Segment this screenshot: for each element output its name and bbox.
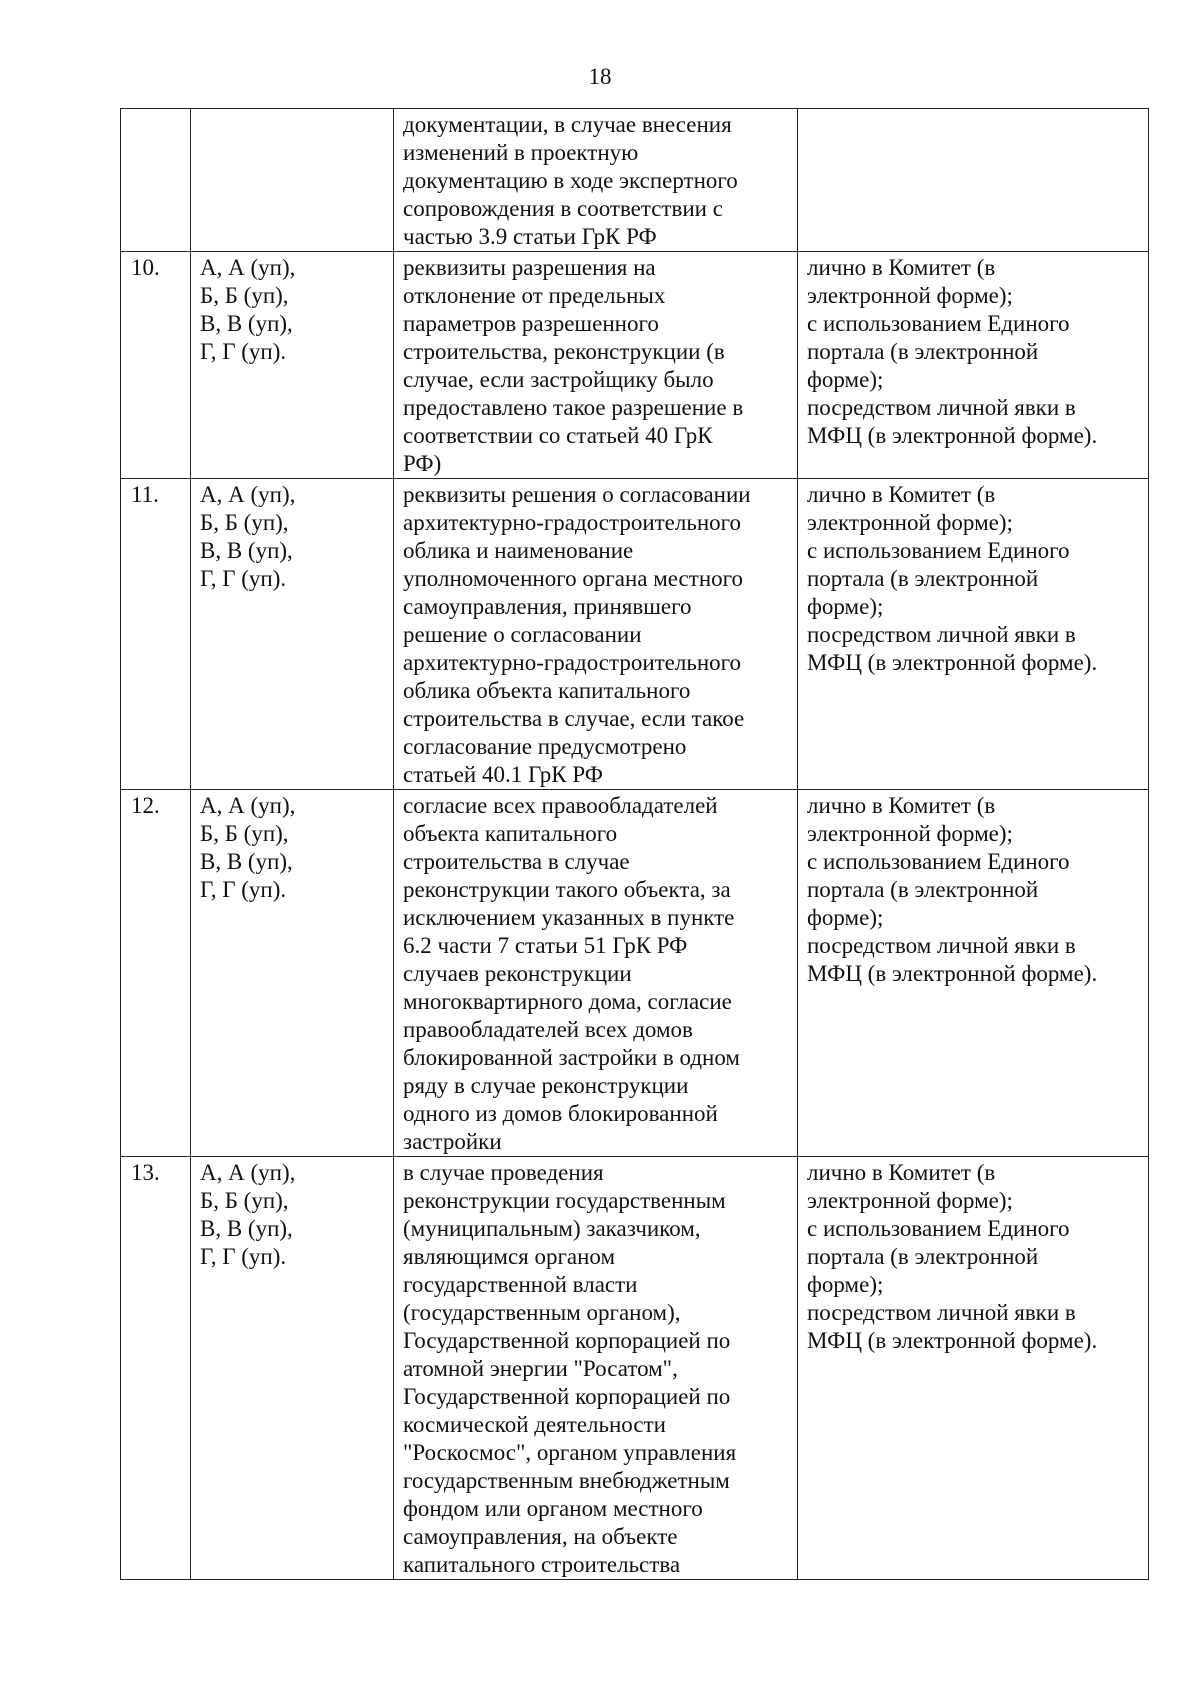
document-description-cell-line: строительства, реконструкции (в [403,339,725,364]
applicant-codes-cell-line: Г, Г (уп). [200,1244,287,1269]
submission-methods-cell-line: с использованием Единого [807,538,1070,563]
submission-methods-cell [798,1157,1149,1580]
submission-methods-cell-line: с использованием Единого [807,311,1070,336]
page-number: 18 [588,64,612,89]
document-description-cell-line: являющимся органом [403,1244,616,1269]
submission-methods-cell-line: форме); [807,905,884,930]
applicant-codes-cell [191,790,394,1157]
table-row [121,109,1149,252]
document-description-cell [394,479,798,790]
submission-methods-cell-line: портала (в электронной [807,566,1039,591]
row-number: 12. [121,790,191,1157]
document-description-cell-line: "Роскосмос", органом управления [403,1440,737,1465]
applicant-codes-cell-line: Г, Г (уп). [200,566,287,591]
document-description-cell-line: (муниципальным) заказчиком, [403,1216,701,1241]
document-description-cell-line: в случае проведения [403,1160,604,1185]
document-description-cell-line: реконструкции государственным [403,1188,726,1213]
document-description-cell-line: объекта капитального [403,821,618,846]
document-description-cell-line: архитектурно-градостроительного [403,650,742,675]
submission-methods-cell-line: посредством личной явки в [807,395,1076,420]
submission-methods-cell [798,252,1149,479]
applicant-codes-cell-line: В, В (уп), [200,1216,293,1241]
submission-methods-cell [798,790,1149,1157]
applicant-codes-cell-line: А, А (уп), [200,482,296,507]
applicant-codes-cell-line: В, В (уп), [200,849,293,874]
submission-methods-cell-line: МФЦ (в электронной форме). [807,650,1098,675]
document-description-cell-line: случаев реконструкции [403,961,632,986]
document-description-cell-line: уполномоченного органа местного [403,566,743,591]
submission-methods-cell-line: МФЦ (в электронной форме). [807,1328,1098,1353]
document-description-cell-line: правообладателей всех домов [403,1017,693,1042]
submission-methods-cell-line: электронной форме); [807,821,1013,846]
document-description-cell-line: частью 3.9 статьи ГрК РФ [403,224,657,249]
submission-methods-cell-line: МФЦ (в электронной форме). [807,961,1098,986]
document-description-cell-line: документацию в ходе экспертного [403,168,738,193]
submission-methods-cell-line: лично в Комитет (в [807,482,996,507]
document-description-cell-line: космической деятельности [403,1412,666,1437]
document-description-cell-line: атомной энергии "Росатом", [403,1356,678,1381]
document-description-cell-line: Государственной корпорацией по [403,1384,731,1409]
documents-table [120,108,1149,1580]
document-description-cell-line: согласие всех правообладателей [403,793,718,818]
document-description-cell-line: фондом или органом местного [403,1496,703,1521]
applicant-codes-cell-line: А, А (уп), [200,255,296,280]
document-description-cell-line: (государственным органом), [403,1300,681,1325]
submission-methods-cell-line: с использованием Единого [807,849,1070,874]
submission-methods-cell-line: электронной форме); [807,283,1013,308]
table-row [121,1157,1149,1580]
submission-methods-cell-line: МФЦ (в электронной форме). [807,423,1098,448]
row-number: 11. [121,479,191,790]
submission-methods-cell-line: лично в Комитет (в [807,255,996,280]
document-description-cell [394,1157,798,1580]
document-description-cell-line: самоуправления, на объекте [403,1524,678,1549]
submission-methods-cell-line: портала (в электронной [807,339,1039,364]
submission-methods-cell-line: лично в Комитет (в [807,793,996,818]
document-description-cell-line: архитектурно-градостроительного [403,510,742,535]
applicant-codes-cell-line: А, А (уп), [200,793,296,818]
document-description-cell [394,109,798,252]
document-description-cell-line: решение о согласовании [403,622,642,647]
document-description-cell [394,790,798,1157]
submission-methods-cell [798,479,1149,790]
submission-methods-cell-line: электронной форме); [807,1188,1013,1213]
submission-methods-cell-line: портала (в электронной [807,1244,1039,1269]
submission-methods-cell-line: электронной форме); [807,510,1013,535]
submission-methods-cell-line: форме); [807,594,884,619]
document-description-cell-line: государственной власти [403,1272,638,1297]
submission-methods-cell-line: с использованием Единого [807,1216,1070,1241]
submission-methods-cell-line: форме); [807,1272,884,1297]
table-row [121,479,1149,790]
document-description-cell-line: согласование предусмотрено [403,734,687,759]
document-description-cell-line: соответствии со статьей 40 ГрК [403,423,713,448]
document-description-cell-line: самоуправления, принявшего [403,594,692,619]
applicant-codes-cell [191,479,394,790]
applicant-codes-cell-line: Б, Б (уп), [200,283,289,308]
document-description-cell-line: реквизиты решения о согласовании [403,482,751,507]
applicant-codes-cell [191,109,394,252]
submission-methods-cell-line: посредством личной явки в [807,622,1076,647]
row-number: 10. [121,252,191,479]
applicant-codes-cell-line: Г, Г (уп). [200,339,287,364]
document-description-cell-line: реконструкции такого объекта, за [403,877,731,902]
document-description-cell-line: капитального строительства [403,1552,681,1577]
document-description-cell-line: блокированной застройки в одном [403,1045,740,1070]
document-description-cell-line: изменений в проектную [403,140,639,165]
submission-methods-cell [798,109,1149,252]
applicant-codes-cell-line: А, А (уп), [200,1160,296,1185]
document-description-cell-line: РФ) [403,451,442,476]
row-number: 13. [121,1157,191,1580]
applicant-codes-cell-line: Б, Б (уп), [200,510,289,535]
document-description-cell-line: параметров разрешенного [403,311,659,336]
submission-methods-cell-line: посредством личной явки в [807,933,1076,958]
applicant-codes-cell [191,1157,394,1580]
document-description-cell-line: случае, если застройщику было [403,367,714,392]
table-body [121,109,1149,1580]
document-description-cell-line: строительства в случае [403,849,630,874]
submission-methods-cell-line: портала (в электронной [807,877,1039,902]
submission-methods-cell-line: посредством личной явки в [807,1300,1076,1325]
submission-methods-cell-line: форме); [807,367,884,392]
table-row [121,252,1149,479]
table-row [121,790,1149,1157]
document-description-cell-line: отклонение от предельных [403,283,666,308]
document-description-cell-line: предоставлено такое разрешение в [403,395,744,420]
document-description-cell-line: 6.2 части 7 статьи 51 ГрК РФ [403,933,688,958]
document-description-cell-line: ряду в случае реконструкции [403,1073,689,1098]
document-description-cell-line: реквизиты разрешения на [403,255,656,280]
applicant-codes-cell [191,252,394,479]
applicant-codes-cell-line: В, В (уп), [200,538,293,563]
document-description-cell-line: исключением указанных в пункте [403,905,735,930]
document-description-cell-line: облика и наименование [403,538,634,563]
applicant-codes-cell-line: Б, Б (уп), [200,1188,289,1213]
document-description-cell-line: Государственной корпорацией по [403,1328,731,1353]
document-description-cell-line: сопровождения в соответствии с [403,196,723,221]
document-description-cell-line: многоквартирного дома, согласие [403,989,732,1014]
document-description-cell-line: строительства в случае, если такое [403,706,745,731]
submission-methods-cell-line: лично в Комитет (в [807,1160,996,1185]
document-description-cell-line: государственным внебюджетным [403,1468,730,1493]
applicant-codes-cell-line: Б, Б (уп), [200,821,289,846]
document-description-cell-line: статьей 40.1 ГрК РФ [403,762,603,787]
applicant-codes-cell-line: Г, Г (уп). [200,877,287,902]
document-description-cell-line: застройки [403,1129,502,1154]
document-description-cell [394,252,798,479]
applicant-codes-cell-line: В, В (уп), [200,311,293,336]
row-number [121,109,191,252]
document-description-cell-line: облика объекта капитального [403,678,691,703]
document-description-cell-line: документации, в случае внесения [403,112,732,137]
document-description-cell-line: одного из домов блокированной [403,1101,718,1126]
